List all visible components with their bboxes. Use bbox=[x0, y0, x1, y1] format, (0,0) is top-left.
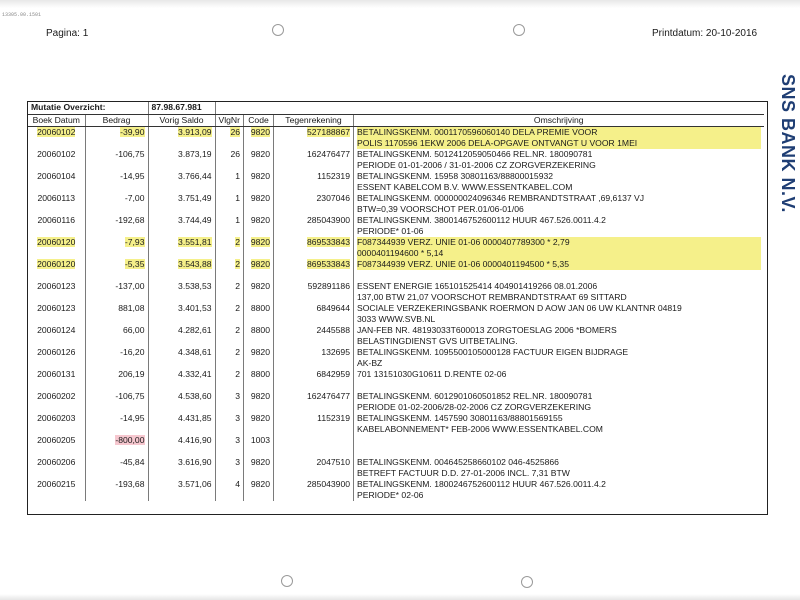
sequence-number-cell bbox=[215, 479, 244, 501]
document-id: 13305.00.1501 bbox=[2, 12, 42, 18]
code-cell-text: 1003 bbox=[250, 435, 270, 445]
date-cell-text: 20060215 bbox=[37, 479, 76, 489]
description-line bbox=[357, 380, 761, 391]
previous-balance-cell-text: 3.401,53 bbox=[178, 303, 212, 313]
counter-account-cell bbox=[274, 347, 354, 369]
sequence-number-cell-text: 3 bbox=[235, 435, 240, 445]
sequence-number-cell bbox=[215, 193, 244, 215]
date-cell bbox=[28, 259, 85, 281]
column-header-bedrag: Bedrag bbox=[85, 115, 148, 127]
scan-edge-top bbox=[0, 0, 800, 8]
previous-balance-cell bbox=[148, 391, 215, 413]
previous-balance-cell bbox=[148, 215, 215, 237]
date-cell-text: 20060206 bbox=[37, 457, 76, 467]
mutation-table bbox=[28, 102, 764, 501]
date-cell-text: 20060104 bbox=[37, 171, 76, 181]
amount-cell bbox=[85, 171, 148, 193]
table-row bbox=[28, 237, 764, 259]
print-date: Printdatum: 20-10-2016 bbox=[652, 28, 758, 39]
previous-balance-cell-text: 4.431,85 bbox=[178, 413, 212, 423]
amount-cell bbox=[85, 391, 148, 413]
sequence-number-cell bbox=[215, 149, 244, 171]
counter-account-cell bbox=[274, 127, 354, 150]
code-cell bbox=[244, 347, 274, 369]
sequence-number-cell bbox=[215, 127, 244, 150]
description-cell bbox=[354, 479, 764, 501]
sequence-number-cell bbox=[215, 281, 244, 303]
description-line: JAN-FEB NR. 48193033T600013 ZORGTOESLAG 2006 *BOMERS bbox=[357, 325, 617, 335]
amount-cell bbox=[85, 369, 148, 391]
code-cell bbox=[244, 457, 274, 479]
sequence-number-cell-text: 26 bbox=[230, 149, 240, 159]
punch-hole-bottom-right bbox=[521, 576, 533, 588]
punch-hole-top-left bbox=[272, 24, 284, 36]
code-cell-text: 9820 bbox=[250, 479, 270, 489]
description-cell bbox=[354, 391, 764, 413]
sequence-number-cell-text: 1 bbox=[235, 193, 240, 203]
table-row bbox=[28, 325, 764, 347]
sequence-number-cell bbox=[215, 413, 244, 435]
date-cell bbox=[28, 237, 85, 259]
sequence-number-cell-text: 3 bbox=[235, 457, 240, 467]
amount-cell bbox=[85, 193, 148, 215]
description-line: BETALINGSKENM. 004645258660102 046-4525866 bbox=[357, 457, 559, 467]
code-cell-text: 9820 bbox=[250, 193, 270, 203]
date-cell-text: 20060102 bbox=[37, 149, 76, 159]
code-cell-text: 8800 bbox=[250, 325, 270, 335]
previous-balance-cell bbox=[148, 281, 215, 303]
previous-balance-cell-text: 3.744,49 bbox=[178, 215, 212, 225]
counter-account-cell bbox=[274, 413, 354, 435]
amount-cell-text: -106,75 bbox=[115, 149, 145, 159]
description-line: PERIODE 01-01-2006 / 31-01-2006 CZ ZORGVERZEKERING bbox=[357, 160, 596, 170]
sequence-number-cell bbox=[215, 259, 244, 281]
description-line: BETALINGSKENM. 15958 30801163/88800015932 bbox=[357, 171, 554, 181]
counter-account-cell-text: 2307046 bbox=[316, 193, 350, 203]
code-cell bbox=[244, 171, 274, 193]
amount-cell-text: 206,19 bbox=[118, 369, 145, 379]
previous-balance-cell bbox=[148, 149, 215, 171]
scan-edge-bottom bbox=[0, 594, 800, 600]
previous-balance-cell-text: 3.873,19 bbox=[178, 149, 212, 159]
date-cell-text: 20060102 bbox=[37, 127, 76, 137]
code-cell-text: 9820 bbox=[250, 457, 270, 467]
code-cell bbox=[244, 149, 274, 171]
counter-account-cell-text: 1152319 bbox=[317, 413, 350, 423]
counter-account-cell bbox=[274, 259, 354, 281]
counter-account-cell bbox=[274, 281, 354, 303]
description-cell bbox=[354, 149, 764, 171]
sequence-number-cell-text: 4 bbox=[235, 479, 240, 489]
description-cell bbox=[354, 369, 764, 391]
date-cell bbox=[28, 347, 85, 369]
code-cell-text: 9820 bbox=[250, 281, 270, 291]
description-line: BETALINGSKENM. 1457590 30801163/88801569155 bbox=[357, 413, 563, 423]
description-line: PERIODE* 01-06 bbox=[357, 226, 424, 236]
code-cell bbox=[244, 193, 274, 215]
account-number: 87.98.67.981 bbox=[148, 102, 215, 115]
counter-account-cell bbox=[274, 215, 354, 237]
counter-account-cell bbox=[274, 237, 354, 259]
previous-balance-cell-text: 4.416,90 bbox=[178, 435, 212, 445]
previous-balance-cell-text: 3.543,88 bbox=[178, 259, 212, 269]
overview-label: Mutatie Overzicht: bbox=[28, 102, 148, 115]
description-line bbox=[357, 270, 761, 281]
description-cell bbox=[354, 435, 764, 457]
table-row bbox=[28, 457, 764, 479]
code-cell-text: 9820 bbox=[250, 171, 270, 181]
table-row bbox=[28, 193, 764, 215]
amount-cell-text: -106,75 bbox=[115, 391, 145, 401]
code-cell-text: 9820 bbox=[250, 413, 270, 423]
description-line: BETALINGSKENM. 000000024096346 REMBRANDTSTRAAT ,69,6137 VJ bbox=[357, 193, 645, 203]
bank-name: SNS BANK N.V. bbox=[778, 74, 798, 213]
amount-cell bbox=[85, 259, 148, 281]
previous-balance-cell bbox=[148, 237, 215, 259]
column-header-tegenrekening: Tegenrekening bbox=[274, 115, 354, 127]
date-cell bbox=[28, 391, 85, 413]
amount-cell-text: -39,90 bbox=[120, 127, 145, 137]
sequence-number-cell-text: 26 bbox=[230, 127, 240, 137]
description-line: BETALINGSKENM. 1095500105000128 FACTUUR EIGEN BIJDRAGE bbox=[357, 347, 629, 357]
date-cell-text: 20060116 bbox=[37, 215, 76, 225]
description-cell bbox=[354, 171, 764, 193]
code-cell-text: 9820 bbox=[250, 149, 270, 159]
counter-account-cell bbox=[274, 391, 354, 413]
description-cell bbox=[354, 259, 764, 281]
description-line: BELASTINGDIENST GVS UITBETALING. bbox=[357, 336, 518, 346]
amount-cell-text: -7,00 bbox=[124, 193, 145, 203]
sequence-number-cell-text: 3 bbox=[235, 391, 240, 401]
amount-cell-text: -14,95 bbox=[120, 171, 145, 181]
table-row bbox=[28, 369, 764, 391]
previous-balance-cell bbox=[148, 369, 215, 391]
sequence-number-cell-text: 2 bbox=[235, 369, 240, 379]
description-line: PERIODE 01-02-2006/28-02-2006 CZ ZORGVERZEKERING bbox=[357, 402, 592, 412]
date-cell bbox=[28, 435, 85, 457]
amount-cell bbox=[85, 149, 148, 171]
counter-account-cell-text: 869533843 bbox=[306, 237, 350, 247]
amount-cell bbox=[85, 413, 148, 435]
table-row bbox=[28, 171, 764, 193]
counter-account-cell bbox=[274, 193, 354, 215]
counter-account-cell bbox=[274, 149, 354, 171]
sequence-number-cell bbox=[215, 369, 244, 391]
description-line: BETALINGSKENM. 1800246752600112 HUUR 467.526.0011.4.2 bbox=[357, 479, 606, 489]
previous-balance-cell bbox=[148, 435, 215, 457]
punch-hole-bottom-left bbox=[281, 575, 293, 587]
sequence-number-cell bbox=[215, 171, 244, 193]
table-row bbox=[28, 413, 764, 435]
column-header-code: Code bbox=[244, 115, 274, 127]
table-row bbox=[28, 149, 764, 171]
code-cell-text: 9820 bbox=[250, 215, 270, 225]
code-cell-text: 8800 bbox=[250, 369, 270, 379]
amount-cell-text: -192,68 bbox=[115, 215, 145, 225]
date-cell-text: 20060123 bbox=[37, 281, 76, 291]
description-line: BETALINGSKENM. 5012412059050466 REL.NR. 180090781 bbox=[357, 149, 593, 159]
previous-balance-cell bbox=[148, 413, 215, 435]
mutation-overview-sheet bbox=[27, 101, 768, 515]
amount-cell bbox=[85, 237, 148, 259]
amount-cell-text: 66,00 bbox=[122, 325, 145, 335]
previous-balance-cell bbox=[148, 193, 215, 215]
description-line: BTW=0,39 VOORSCHOT PER.01/06-01/06 bbox=[357, 204, 524, 214]
amount-cell bbox=[85, 281, 148, 303]
sequence-number-cell bbox=[215, 391, 244, 413]
code-cell-text: 9820 bbox=[250, 259, 270, 269]
code-cell bbox=[244, 369, 274, 391]
code-cell-text: 9820 bbox=[250, 237, 270, 247]
amount-cell bbox=[85, 479, 148, 501]
amount-cell bbox=[85, 303, 148, 325]
description-line: KABELABONNEMENT* FEB-2006 WWW.ESSENTKABEL.COM bbox=[357, 424, 603, 434]
date-cell-text: 20060203 bbox=[37, 413, 76, 423]
sequence-number-cell bbox=[215, 347, 244, 369]
description-line: F087344939 VERZ. UNIE 01-06 0000407789300 * 2,79 bbox=[357, 237, 761, 248]
previous-balance-cell-text: 3.913,09 bbox=[178, 127, 212, 137]
counter-account-cell-text: 6842959 bbox=[316, 369, 350, 379]
amount-cell bbox=[85, 325, 148, 347]
sequence-number-cell-text: 3 bbox=[235, 413, 240, 423]
previous-balance-cell bbox=[148, 347, 215, 369]
amount-cell-text: -5,35 bbox=[124, 259, 145, 269]
counter-account-cell bbox=[274, 435, 354, 457]
counter-account-cell bbox=[274, 479, 354, 501]
sequence-number-cell-text: 2 bbox=[235, 347, 240, 357]
code-cell bbox=[244, 281, 274, 303]
date-cell bbox=[28, 303, 85, 325]
description-cell bbox=[354, 127, 764, 150]
counter-account-cell-text: 592891186 bbox=[307, 281, 350, 291]
description-cell bbox=[354, 215, 764, 237]
overview-header-row bbox=[28, 102, 764, 115]
description-line: F087344939 VERZ. UNIE 01-06 0000401194500 * 5,35 bbox=[357, 259, 761, 270]
counter-account-cell-text: 1152319 bbox=[317, 171, 350, 181]
date-cell-text: 20060131 bbox=[37, 369, 76, 379]
date-cell-text: 20060124 bbox=[37, 325, 76, 335]
sequence-number-cell-text: 1 bbox=[235, 171, 240, 181]
description-line: AK-BZ bbox=[357, 358, 383, 368]
code-cell bbox=[244, 303, 274, 325]
description-line: BETREFT FACTUUR D.D. 27-01-2006 INCL. 7,31 BTW bbox=[357, 468, 570, 478]
date-cell bbox=[28, 149, 85, 171]
description-cell bbox=[354, 237, 764, 259]
code-cell bbox=[244, 259, 274, 281]
amount-cell-text: -14,95 bbox=[120, 413, 145, 423]
previous-balance-cell bbox=[148, 457, 215, 479]
sequence-number-cell bbox=[215, 457, 244, 479]
amount-cell-text: -16,20 bbox=[120, 347, 145, 357]
code-cell-text: 9820 bbox=[250, 347, 270, 357]
description-cell bbox=[354, 413, 764, 435]
sequence-number-cell-text: 1 bbox=[235, 215, 240, 225]
sequence-number-cell bbox=[215, 237, 244, 259]
code-cell bbox=[244, 413, 274, 435]
counter-account-cell-text: 6849644 bbox=[316, 303, 350, 313]
code-cell bbox=[244, 479, 274, 501]
column-header-vorig-saldo: Vorig Saldo bbox=[148, 115, 215, 127]
counter-account-cell-text: 285043900 bbox=[306, 479, 350, 489]
counter-account-cell bbox=[274, 369, 354, 391]
description-line: SOCIALE VERZEKERINGSBANK ROERMON D AOW JAN 06 UW KLANTNR 04819 bbox=[357, 303, 682, 313]
previous-balance-cell-text: 3.538,53 bbox=[178, 281, 212, 291]
description-line: ESSENT ENERGIE 165101525414 404901419266 08.01.2006 bbox=[357, 281, 598, 291]
table-row bbox=[28, 347, 764, 369]
description-line: 3033 WWW.SVB.NL bbox=[357, 314, 436, 324]
previous-balance-cell-text: 4.332,41 bbox=[178, 369, 212, 379]
counter-account-cell bbox=[274, 325, 354, 347]
code-cell bbox=[244, 237, 274, 259]
description-line: 0000401194600 * 5,14 bbox=[357, 248, 761, 259]
date-cell bbox=[28, 413, 85, 435]
code-cell-text: 8800 bbox=[250, 303, 270, 313]
bank-logo bbox=[776, 74, 798, 264]
date-cell-text: 20060202 bbox=[37, 391, 76, 401]
counter-account-cell-text: 869533843 bbox=[306, 259, 350, 269]
counter-account-cell-text: 2445588 bbox=[316, 325, 350, 335]
description-cell bbox=[354, 303, 764, 325]
date-cell bbox=[28, 215, 85, 237]
date-cell-text: 20060126 bbox=[37, 347, 76, 357]
table-row bbox=[28, 215, 764, 237]
previous-balance-cell-text: 3.571,06 bbox=[178, 479, 212, 489]
description-cell bbox=[354, 325, 764, 347]
description-line: 137,00 BTW 21,07 VOORSCHOT REMBRANDTSTRAAT 69 SITTARD bbox=[357, 292, 627, 302]
sequence-number-cell-text: 2 bbox=[235, 303, 240, 313]
description-cell bbox=[354, 457, 764, 479]
previous-balance-cell-text: 3.766,44 bbox=[178, 171, 212, 181]
counter-account-cell bbox=[274, 303, 354, 325]
previous-balance-cell-text: 4.538,60 bbox=[178, 391, 212, 401]
amount-cell bbox=[85, 435, 148, 457]
amount-cell bbox=[85, 347, 148, 369]
description-line bbox=[357, 446, 761, 457]
sequence-number-cell-text: 2 bbox=[235, 237, 240, 247]
amount-cell-text: 881,08 bbox=[118, 303, 145, 313]
column-header-row bbox=[28, 115, 764, 127]
date-cell-text: 20060120 bbox=[37, 237, 76, 247]
description-line: BETALINGSKENM. 6012901060501852 REL.NR. 180090781 bbox=[357, 391, 593, 401]
description-line: PERIODE* 02-06 bbox=[357, 490, 424, 500]
date-cell-text: 20060205 bbox=[37, 435, 76, 445]
date-cell bbox=[28, 479, 85, 501]
previous-balance-cell bbox=[148, 479, 215, 501]
previous-balance-cell-text: 4.282,61 bbox=[178, 325, 212, 335]
previous-balance-cell-text: 3.616,90 bbox=[178, 457, 212, 467]
sequence-number-cell bbox=[215, 325, 244, 347]
date-cell-text: 20060120 bbox=[37, 259, 76, 269]
table-row bbox=[28, 479, 764, 501]
sequence-number-cell bbox=[215, 435, 244, 457]
punch-hole-top-right bbox=[513, 24, 525, 36]
previous-balance-cell-text: 3.751,49 bbox=[178, 193, 212, 203]
description-cell bbox=[354, 347, 764, 369]
description-line: 701 13151030G10611 D.RENTE 02-06 bbox=[357, 369, 507, 379]
previous-balance-cell bbox=[148, 303, 215, 325]
sequence-number-cell bbox=[215, 303, 244, 325]
description-line: POLIS 1170596 1EKW 2006 DELA-OPGAVE ONTVANGT U VOOR 1MEI bbox=[357, 138, 761, 149]
sequence-number-cell-text: 2 bbox=[235, 259, 240, 269]
counter-account-cell bbox=[274, 171, 354, 193]
date-cell bbox=[28, 457, 85, 479]
code-cell bbox=[244, 391, 274, 413]
counter-account-cell-text: 2047510 bbox=[316, 457, 350, 467]
date-cell bbox=[28, 127, 85, 150]
previous-balance-cell bbox=[148, 259, 215, 281]
table-row bbox=[28, 303, 764, 325]
description-line: BETALINGSKENM. 0001170596060140 DELA PREMIE VOOR bbox=[357, 127, 761, 138]
date-cell bbox=[28, 281, 85, 303]
column-header-vlgnr: VlgNr bbox=[215, 115, 244, 127]
date-cell bbox=[28, 193, 85, 215]
column-header-boek-datum: Boek Datum bbox=[28, 115, 85, 127]
date-cell bbox=[28, 369, 85, 391]
amount-cell-text: -800,00 bbox=[115, 435, 145, 445]
description-cell bbox=[354, 193, 764, 215]
counter-account-cell-text: 285043900 bbox=[306, 215, 350, 225]
date-cell bbox=[28, 171, 85, 193]
date-cell-text: 20060113 bbox=[37, 193, 76, 203]
table-row bbox=[28, 281, 764, 303]
sequence-number-cell-text: 2 bbox=[235, 325, 240, 335]
previous-balance-cell bbox=[148, 325, 215, 347]
code-cell-text: 9820 bbox=[250, 391, 270, 401]
table-row bbox=[28, 391, 764, 413]
sequence-number-cell bbox=[215, 215, 244, 237]
amount-cell-text: -45,84 bbox=[120, 457, 145, 467]
previous-balance-cell bbox=[148, 127, 215, 150]
counter-account-cell bbox=[274, 457, 354, 479]
date-cell bbox=[28, 325, 85, 347]
description-line: BETALINGSKENM. 3800146752600112 HUUR 467.526.0011.4.2 bbox=[357, 215, 606, 225]
column-header-omschrijving: Omschrijving bbox=[354, 115, 764, 127]
code-cell bbox=[244, 127, 274, 150]
counter-account-cell-text: 162476477 bbox=[306, 149, 350, 159]
table-row bbox=[28, 259, 764, 281]
date-cell-text: 20060123 bbox=[37, 303, 76, 313]
code-cell bbox=[244, 435, 274, 457]
previous-balance-cell-text: 3.551,81 bbox=[178, 237, 212, 247]
previous-balance-cell-text: 4.348,61 bbox=[178, 347, 212, 357]
amount-cell-text: -193,68 bbox=[115, 479, 145, 489]
code-cell-text: 9820 bbox=[250, 127, 270, 137]
counter-account-cell-text: 132695 bbox=[321, 347, 350, 357]
amount-cell bbox=[85, 215, 148, 237]
description-line bbox=[357, 435, 761, 446]
mutation-rows bbox=[28, 127, 764, 502]
amount-cell bbox=[85, 127, 148, 150]
description-cell bbox=[354, 281, 764, 303]
code-cell bbox=[244, 215, 274, 237]
overview-header-spacer bbox=[215, 102, 764, 115]
sequence-number-cell-text: 2 bbox=[235, 281, 240, 291]
code-cell bbox=[244, 325, 274, 347]
description-line: ESSENT KABELCOM B.V. WWW.ESSENTKABEL.COM bbox=[357, 182, 573, 192]
counter-account-cell-text: 527188867 bbox=[306, 127, 350, 137]
table-row bbox=[28, 127, 764, 150]
table-row bbox=[28, 435, 764, 457]
amount-cell-text: -7,93 bbox=[124, 237, 145, 247]
counter-account-cell-text: 162476477 bbox=[306, 391, 350, 401]
previous-balance-cell bbox=[148, 171, 215, 193]
amount-cell bbox=[85, 457, 148, 479]
page-number: Pagina: 1 bbox=[46, 28, 89, 39]
amount-cell-text: -137,00 bbox=[115, 281, 145, 291]
